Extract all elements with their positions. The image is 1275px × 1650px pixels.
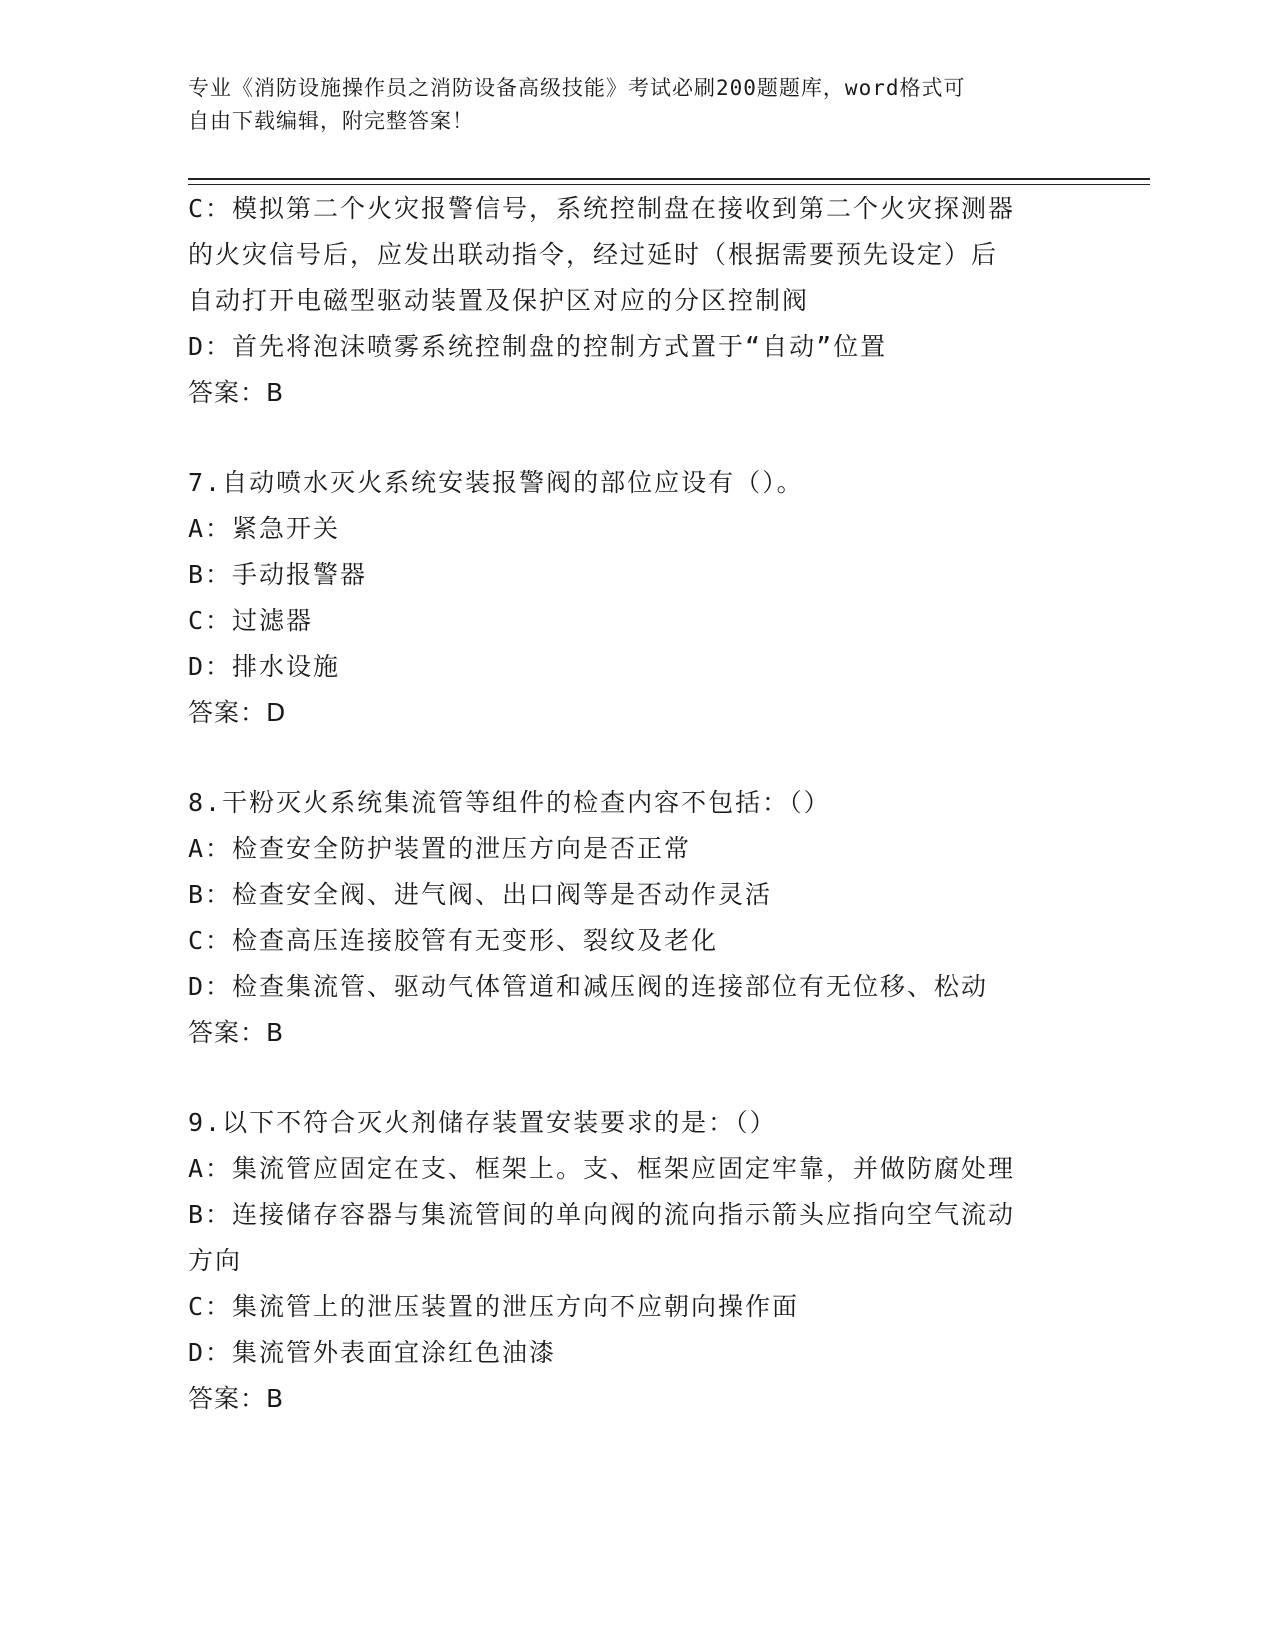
question-content [188,186,1088,1422]
answer: 答案：B [188,1384,285,1413]
option-b-line-1: B：连接储存容器与集流管间的单向阀的流向指示箭头应指向空气流动 [188,1200,1016,1229]
answer: 答案：D [188,698,287,727]
option-d: D：检查集流管、驱动气体管道和减压阀的连接部位有无位移、松动 [188,972,989,1001]
document-header [188,72,1068,138]
spacer [188,1056,1088,1100]
option-b: B：检查安全阀、进气阀、出口阀等是否动作灵活 [188,880,773,909]
question-block-7 [188,460,1088,736]
header-divider-thick [188,178,1150,180]
option-d: D：集流管外表面宜涂红色油漆 [188,1338,557,1367]
option-a: A：检查安全防护装置的泄压方向是否正常 [188,834,692,863]
option-c-line-1: C：模拟第二个火灾报警信号，系统控制盘在接收到第二个火灾探测器 [188,194,1016,223]
option-c-line-3: 自动打开电磁型驱动装置及保护区对应的分区控制阀 [188,286,810,315]
option-b-line-2: 方向 [188,1246,243,1275]
option-c: C：集流管上的泄压装置的泄压方向不应朝向操作面 [188,1292,800,1321]
option-d: D：首先将泡沫喷雾系统控制盘的控制方式置于“自动”位置 [188,332,888,361]
question-block-9 [188,1100,1088,1422]
option-a: A：集流管应固定在支、框架上。支、框架应固定牢靠，并做防腐处理 [188,1154,1016,1183]
spacer [188,736,1088,780]
question-block-8 [188,780,1088,1056]
header-divider-thin [188,184,1150,185]
spacer [188,416,1088,460]
question-text: 8.干粉灭火系统集流管等组件的检查内容不包括：（） [188,788,831,817]
answer: 答案：B [188,378,285,407]
question-text: 9.以下不符合灭火剂储存装置安装要求的是：（） [188,1108,777,1137]
option-c: C：检查高压连接胶管有无变形、裂纹及老化 [188,926,719,955]
header-line-2: 自由下载编辑，附完整答案！ [188,109,474,133]
option-a: A：紧急开关 [188,514,341,543]
option-d: D：排水设施 [188,652,341,681]
question-block-6-continued [188,186,1088,416]
option-b: B：手动报警器 [188,560,368,589]
question-text: 7.自动喷水灭火系统安装报警阀的部位应设有（）。 [188,468,804,497]
option-c-line-2: 的火灾信号后，应发出联动指令，经过延时（根据需要预先设定）后 [188,240,999,269]
answer: 答案：B [188,1018,285,1047]
header-line-1: 专业《消防设施操作员之消防设备高级技能》考试必刷200题题库，word格式可 [188,76,966,100]
option-c: C：过滤器 [188,606,314,635]
